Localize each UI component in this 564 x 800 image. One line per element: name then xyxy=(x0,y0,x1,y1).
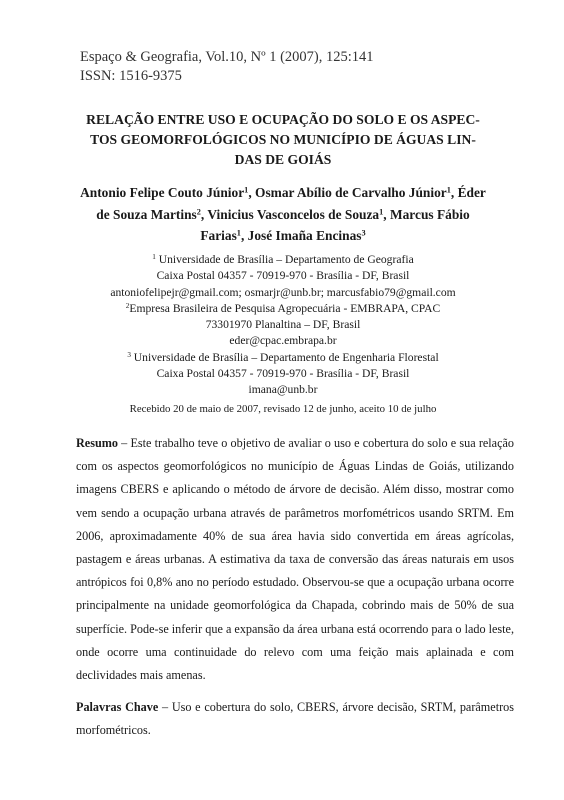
affiliation-2 xyxy=(86,301,480,350)
author-name: José Imaña Encinas xyxy=(247,228,362,243)
author-separator: , xyxy=(450,185,458,200)
journal-citation: Espaço & Geografia, Vol.10, Nº 1 (2007), 125:141 xyxy=(80,49,374,65)
title-line: DAS DE GOIÁS xyxy=(234,152,332,167)
journal-issn: ISSN: 1516-9375 xyxy=(80,68,182,84)
affiliation-3 xyxy=(86,350,480,399)
affiliation-mark: 2 xyxy=(125,301,130,310)
title-line: RELAÇÃO ENTRE USO E OCUPAÇÃO DO SOLO E OS ASPEC- xyxy=(86,112,480,127)
keywords-text: – Uso e cobertura do solo, CBERS, árvore decisão, SRTM, parâmetros morfométricos. xyxy=(76,700,514,738)
title-line: TOS GEOMORFOLÓGICOS NO MUNICÍPIO DE ÁGUAS LIN- xyxy=(90,132,476,147)
abstract xyxy=(76,432,514,687)
author-name: Éder de Souza Martins xyxy=(96,185,486,222)
received-dates: Recebido 20 de maio de 2007, revisado 12 de junho, aceito 10 de julho xyxy=(129,403,437,415)
affiliation-mark: 1 xyxy=(152,253,156,262)
author-list xyxy=(76,182,490,247)
abstract-label: Resumo xyxy=(76,436,118,450)
author-affiliation-mark: 1 xyxy=(236,228,241,238)
author-affiliation-mark: 1 xyxy=(446,185,451,195)
author-separator: , xyxy=(248,185,256,200)
affiliations xyxy=(86,252,480,399)
author-name: Osmar Abílio de Carvalho Júnior xyxy=(255,185,447,200)
keywords-label: Palavras Chave xyxy=(76,700,159,714)
affiliation-emails: antoniofelipejr@gmail.com; osmarjr@unb.br; marcusfabio79@gmail.com xyxy=(110,285,456,299)
affiliation-institution: Empresa Brasileira de Pesquisa Agropecuária - EMBRAPA, CPAC xyxy=(129,301,441,315)
abstract-text: – Este trabalho teve o objetivo de avaliar o uso e cobertura do solo e sua relação com os aspectos geomorfológicos no município de Águas Lindas de Goiás, utilizando imagens CBERS e aplicando o método de árvore de decisão. Além disso, mostrar como vem sendo a ocupação urbana através de parâmetros morfométricos usando SRTM. Em 2006, aproximadamente 40% de sua área havia sido convertida em áreas agrícolas, pastagem e áreas urbanas. A estimativa da taxa de conversão das áreas naturais em usos antrópicos foi 0,8% ano no período estudado. Observou-se que a ocupação urbana ocorre principalmente na unidade geomorfológica da Chapada, cobrindo mais de 50% de sua superfície. Pode-se inferir que a expansão da área urbana está ocorrendo para o lado leste, onde ocorre uma continuidade do relevo com uma feição mais aplainada e com declividades mais amenas. xyxy=(76,436,514,683)
author-name: Vinicius Vasconcelos de Souza xyxy=(207,206,380,222)
author-name: Antonio Felipe Couto Júnior xyxy=(80,185,245,200)
affiliation-emails: eder@cpac.embrapa.br xyxy=(229,334,337,348)
author-separator: , xyxy=(240,228,248,243)
author-affiliation-mark: 1 xyxy=(244,185,249,195)
author-separator: , xyxy=(200,206,208,222)
affiliation-address: Caixa Postal 04357 - 70919-970 - Brasília - DF, Brasil xyxy=(156,269,410,283)
author-affiliation-mark: 3 xyxy=(361,228,366,238)
affiliation-mark: 3 xyxy=(127,350,131,359)
paper-title xyxy=(78,110,488,170)
affiliation-institution: Universidade de Brasília – Departamento de Geografia xyxy=(155,253,414,266)
author-separator: , xyxy=(383,206,390,222)
author-affiliation-mark: 2 xyxy=(196,206,201,216)
affiliation-address: Caixa Postal 04357 - 70919-970 - Brasília - DF, Brasil xyxy=(156,367,410,381)
author-affiliation-mark: 1 xyxy=(379,206,384,216)
author-name: Marcus Fábio Farias xyxy=(200,206,470,243)
affiliation-1 xyxy=(86,252,480,301)
affiliation-address: 73301970 Planaltina – DF, Brasil xyxy=(205,318,361,332)
affiliation-emails: imana@unb.br xyxy=(248,383,318,397)
journal-header xyxy=(80,48,374,86)
affiliation-institution: Universidade de Brasília – Departamento de Engenharia Florestal xyxy=(130,350,439,364)
keywords xyxy=(76,696,514,742)
